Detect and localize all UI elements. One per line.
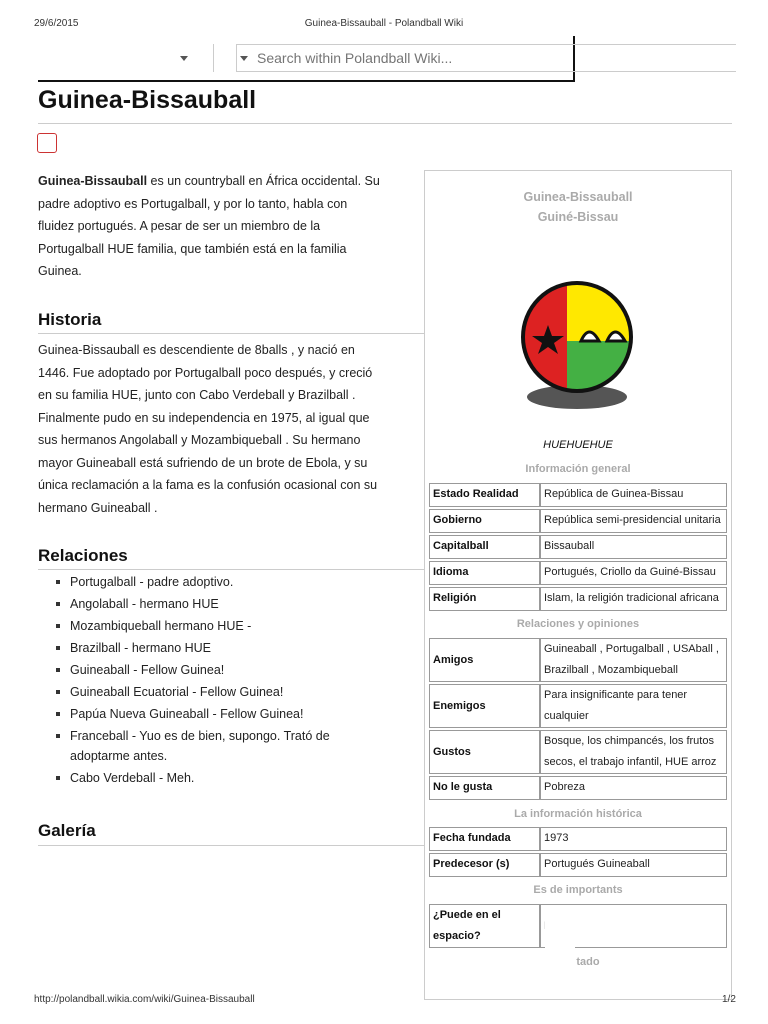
info-label: Idioma (429, 561, 540, 585)
historia-line: en su familia HUE, junto con Cabo Verdeball y Brazilball . (38, 388, 356, 402)
historia-heading: Historia (38, 310, 102, 329)
list-item-text[interactable]: Guineaball - Fellow Guinea! (70, 663, 225, 677)
header-separator (213, 44, 214, 72)
info-label: Predecesor (s) (429, 853, 540, 877)
info-label-line: ¿Puede en el (433, 909, 501, 921)
section-informacion-general: Información general (525, 463, 631, 475)
historia-line: sus hermanos Angolaball y Mozambiqueball . Su hermano (38, 433, 361, 447)
info-label: No le gusta (429, 776, 540, 800)
section-relaciones-opiniones: Relaciones y opiniones (516, 618, 640, 630)
list-item-text[interactable]: Angolaball - hermano HUE (70, 597, 219, 611)
historia-line: hermano Guineaball . (38, 500, 158, 515)
info-value: República semi-presidencial unitaria (540, 509, 727, 533)
relaciones-list (38, 572, 418, 790)
section-informacion-historica: La información histórica (514, 808, 642, 820)
list-item-text[interactable]: Guineaball Ecuatorial - Fellow Guinea! (70, 685, 284, 699)
list-item-text[interactable]: Mozambiqueball hermano HUE - (70, 619, 252, 633)
search-input[interactable] (257, 45, 727, 71)
historia-divider (38, 333, 424, 334)
section-importants: Es de importants (533, 884, 623, 896)
info-value: Bissauball (540, 535, 727, 559)
info-value-line: Guineaball , Portugalball , USAball , (544, 643, 719, 655)
info-value (540, 638, 727, 682)
info-value: Portugués Guineaball (540, 853, 727, 877)
list-item-text[interactable]: Portugalball - padre adoptivo. (70, 575, 234, 589)
edit-box[interactable] (37, 133, 57, 153)
relaciones-divider (38, 569, 424, 570)
dropdown-chevron-icon[interactable] (180, 56, 188, 61)
section-estado: tado (576, 956, 600, 968)
historia-line: mayor Guineaball está sufriendo de un brote de Ebola, y su (38, 455, 368, 470)
page-title: Guinea-Bissauball (38, 86, 257, 114)
print-url[interactable]: http://polandball.wikia.com/wiki/Guinea-Bissauball (34, 994, 255, 1005)
info-label: Capitalball (429, 535, 540, 559)
print-date: 29/6/2015 (34, 18, 79, 29)
infobox (424, 170, 732, 1000)
info-value: Pobreza (540, 776, 727, 800)
intro-line: fluidez portugués. A pesar de ser un miembro de la (38, 219, 321, 233)
historia-line: Guinea-Bissauball es descendiente de 8balls , y nació en (38, 343, 355, 357)
info-value-line: cualquier (544, 710, 589, 722)
info-value: Portugués, Criollo da Guiné-Bissau (540, 561, 727, 585)
info-label (429, 904, 540, 948)
title-divider (38, 123, 732, 124)
print-page-number: 1/2 (722, 994, 736, 1005)
info-label: Enemigos (429, 684, 540, 728)
list-item (38, 616, 418, 636)
header-underline (38, 80, 575, 82)
info-value: República de Guinea-Bissau (540, 483, 727, 507)
list-item-text[interactable]: Brazilball - hermano HUE (70, 641, 212, 655)
list-item-text[interactable]: Papúa Nueva Guineaball - Fellow Guinea! (70, 707, 304, 721)
list-item-text[interactable]: Franceball - Yuo es de bien, supongo. Trató de (70, 729, 330, 743)
infobox-subtitle: Guiné-Bissau (537, 210, 619, 224)
info-label: Gobierno (429, 509, 540, 533)
info-value-line: Brazilball , Mozambiqueball (544, 664, 678, 676)
countryball-image (515, 279, 645, 414)
relaciones-heading: Relaciones (38, 546, 128, 565)
info-value: Islam, la religión tradicional africana (540, 587, 727, 611)
search-scope-chevron-icon[interactable] (240, 56, 248, 61)
list-item (38, 682, 418, 702)
info-value-line: secos, el trabajo infantil, HUE arroz (544, 756, 717, 768)
info-value (540, 684, 727, 728)
galeria-divider (38, 845, 424, 846)
info-label-line: espacio? (433, 930, 481, 942)
historia-line: Finalmente pudo en su independencia en 1975, al igual que (38, 410, 370, 425)
info-value: 1973 (540, 827, 727, 851)
intro-line: padre adoptivo es Portugalball, y por lo tanto, habla con (38, 196, 348, 211)
list-item (38, 726, 418, 766)
flag-yellow-band (567, 279, 645, 341)
info-value-line: Para insignificante para tener (544, 689, 688, 701)
galeria-heading: Galería (38, 821, 96, 840)
intro-line: Portugalball HUE familia, que también está en la familia (38, 241, 347, 256)
historia-paragraph (38, 339, 410, 519)
print-page-title: Guinea-Bissauball - Polandball Wiki (304, 18, 464, 29)
scroll-occluder (545, 907, 575, 953)
list-item-text: adoptarme antes. (70, 749, 168, 763)
list-item (38, 638, 418, 658)
list-item (38, 594, 418, 614)
infobox-title: Guinea-Bissauball (523, 190, 633, 204)
search-box[interactable] (236, 44, 736, 72)
intro-bold-name: Guinea-Bissauball (38, 174, 148, 188)
list-item-text[interactable]: Cabo Verdeball - Meh. (70, 771, 195, 785)
info-label: Amigos (429, 638, 540, 682)
info-label: Religión (429, 587, 540, 611)
list-item (38, 768, 418, 788)
info-label: Gustos (429, 730, 540, 774)
historia-line: 1446. Fue adoptado por Portugalball poco después, y creció (38, 365, 373, 380)
info-value-line: Bosque, los chimpancés, los frutos (544, 735, 714, 747)
info-value (540, 730, 727, 774)
list-item (38, 704, 418, 724)
historia-line: única reclamación a la fama es la confusión ocasional con su (38, 478, 378, 492)
list-item (38, 572, 418, 592)
info-label: Estado Realidad (429, 483, 540, 507)
intro-line: es un countryball en África occidental. Su (147, 174, 380, 188)
info-label: Fecha fundada (429, 827, 540, 851)
image-caption: HUEHUEHUE (543, 439, 613, 451)
intro-line: Guinea. (38, 264, 82, 278)
intro-paragraph (38, 170, 410, 283)
list-item (38, 660, 418, 680)
